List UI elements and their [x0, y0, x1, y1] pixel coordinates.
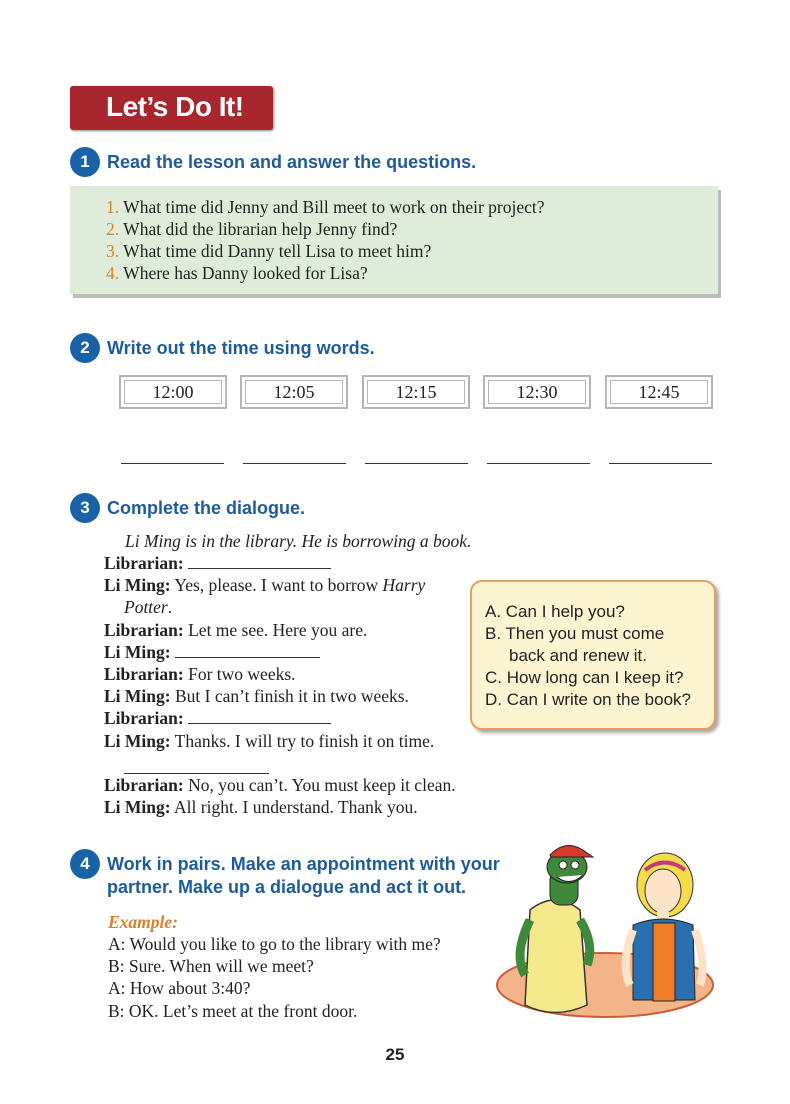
time-box: 12:00	[119, 375, 227, 409]
time-box: 12:15	[362, 375, 470, 409]
speaker: Librarian:	[104, 553, 184, 573]
question-item	[106, 196, 545, 218]
dialogue-text: Thanks. I will try to finish it on time.	[170, 731, 435, 751]
dialogue-text: No, you can’t. You must keep it clean.	[183, 775, 456, 795]
turtle-character	[520, 845, 593, 1012]
dialogue-blank[interactable]	[188, 552, 331, 569]
dialogue-line	[104, 619, 367, 641]
girl-character	[626, 853, 703, 1001]
dialogue-text: .	[167, 597, 173, 617]
section-number-badge: 1	[70, 147, 100, 177]
dialogue-text: All right. I understand. Thank you.	[170, 797, 418, 817]
banner-title: Let’s Do It!	[106, 91, 244, 122]
example-line: B: Sure. When will we meet?	[108, 956, 314, 976]
question-number: 1.	[106, 197, 120, 217]
section-heading: Write out the time using words.	[107, 338, 375, 358]
children-illustration	[495, 825, 725, 1025]
answer-blank[interactable]	[121, 463, 224, 464]
dialogue-blank[interactable]	[188, 707, 331, 724]
dialogue-line	[124, 596, 172, 618]
option-item-continued: back and renew it.	[509, 646, 647, 665]
dialogue-line	[104, 552, 331, 574]
dialogue-text: For two weeks.	[183, 664, 296, 684]
speaker: Librarian:	[104, 664, 184, 684]
speaker: Librarian:	[104, 620, 184, 640]
book-title: Potter	[124, 597, 168, 617]
dialogue-blank[interactable]	[175, 641, 320, 658]
speaker: Li Ming:	[104, 797, 171, 817]
dialogue-line	[104, 685, 409, 707]
section-heading: Complete the dialogue.	[107, 498, 306, 518]
example-line: A: How about 3:40?	[108, 978, 251, 998]
example-line: B: OK. Let’s meet at the front door.	[108, 1001, 358, 1021]
dialogue-line	[104, 663, 296, 685]
speaker: Li Ming:	[104, 642, 171, 662]
dialogue-text: Yes, please. I want to borrow	[170, 575, 383, 595]
dialogue-line	[104, 707, 331, 729]
dialogue-line	[104, 774, 456, 796]
dialogue-line	[104, 796, 418, 818]
answer-blank[interactable]	[365, 463, 468, 464]
section-heading-line2: partner. Make up a dialogue and act it out.	[107, 877, 467, 897]
page-number: 25	[385, 1045, 405, 1064]
section-heading: Read the lesson and answer the questions.	[107, 152, 477, 172]
option-item: C. How long can I keep it?	[485, 668, 684, 687]
dialogue-text: But I can’t finish it in two weeks.	[170, 686, 409, 706]
time-box: 12:05	[240, 375, 348, 409]
answer-blank[interactable]	[487, 463, 590, 464]
time-box: 12:45	[605, 375, 713, 409]
dialogue-line	[104, 574, 425, 596]
section-number-badge: 2	[70, 333, 100, 363]
dialogue-intro: Li Ming is in the library. He is borrowing a book.	[125, 531, 472, 551]
question-text: What time did Jenny and Bill meet to work on their project?	[119, 197, 545, 217]
book-title: Harry	[382, 575, 426, 595]
options-box	[470, 580, 716, 730]
section-heading: Work in pairs. Make an appointment with your	[107, 854, 500, 874]
time-box: 12:30	[483, 375, 591, 409]
section-number-badge: 4	[70, 849, 100, 879]
option-item: A. Can I help you?	[485, 602, 625, 621]
question-number: 2.	[106, 219, 120, 239]
speaker: Librarian:	[104, 708, 184, 728]
question-number: 3.	[106, 241, 120, 261]
dialogue-line	[104, 641, 320, 663]
speaker: Li Ming:	[104, 731, 171, 751]
answer-blank[interactable]	[609, 463, 712, 464]
option-item: D. Can I write on the book?	[485, 690, 692, 709]
question-item	[106, 262, 368, 284]
question-item	[106, 240, 431, 262]
example-label: Example:	[108, 912, 178, 932]
question-text: What time did Danny tell Lisa to meet him?	[119, 241, 432, 261]
speaker: Li Ming:	[104, 686, 171, 706]
answer-blank[interactable]	[243, 463, 346, 464]
option-item: B. Then you must come	[485, 624, 665, 643]
section-number-badge: 3	[70, 493, 100, 523]
question-item	[106, 218, 397, 240]
question-text: Where has Danny looked for Lisa?	[119, 263, 368, 283]
lets-do-it-banner	[70, 86, 273, 130]
question-text: What did the librarian help Jenny find?	[119, 219, 398, 239]
dialogue-line	[104, 730, 434, 752]
speaker: Li Ming:	[104, 575, 171, 595]
dialogue-text: Let me see. Here you are.	[183, 620, 368, 640]
question-number: 4.	[106, 263, 120, 283]
speaker: Librarian:	[104, 775, 184, 795]
example-line: A: Would you like to go to the library with me?	[108, 934, 441, 954]
